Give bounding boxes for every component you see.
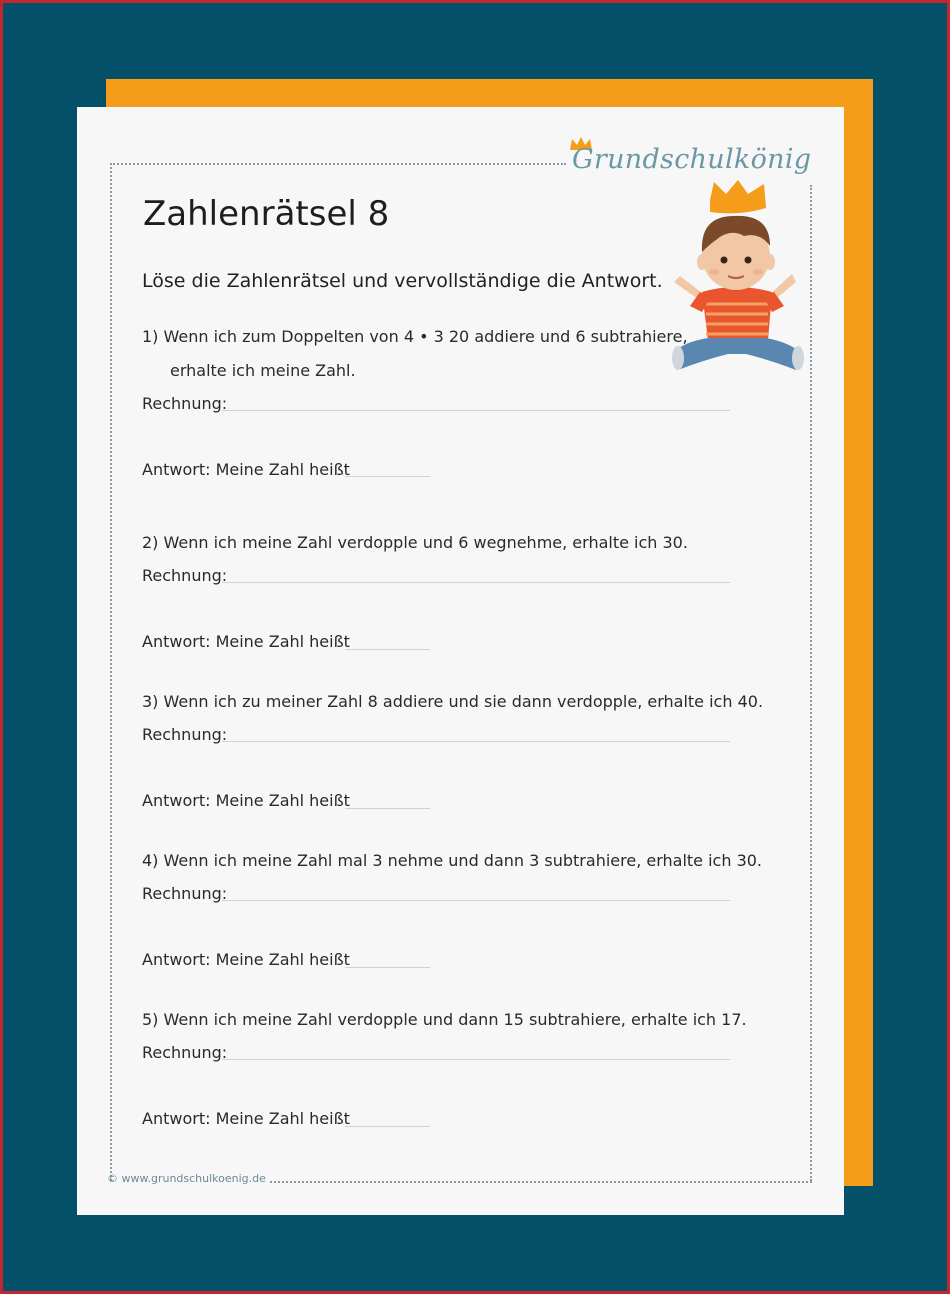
task-4-calc-label: Rechnung: [142, 884, 228, 903]
instruction-text: Löse die Zahlenrätsel und vervollständige die Antwort. [142, 270, 663, 292]
task-5-calc-label: Rechnung: [142, 1043, 228, 1062]
footer-copyright: © www.grundschulkoenig.de [107, 1172, 266, 1185]
task-4-text: 4) Wenn ich meine Zahl mal 3 nehme und dann 3 subtrahiere, erhalte ich 30. [142, 851, 763, 870]
task-1-calc-label: Rechnung: [142, 394, 228, 413]
boy-with-crown-illustration [664, 180, 814, 380]
task-3-answer-label: Antwort: Meine Zahl heißt [142, 791, 350, 810]
task-1-text-continued: erhalte ich meine Zahl. [170, 361, 356, 380]
task-5-answer-line[interactable] [345, 1126, 430, 1127]
page-title: Zahlenrätsel 8 [143, 194, 390, 234]
task-1-calc-line[interactable] [222, 410, 730, 411]
task-1-answer-label: Antwort: Meine Zahl heißt [142, 460, 350, 479]
task-4-calc-line[interactable] [222, 900, 730, 901]
task-3-calc-line[interactable] [222, 741, 730, 742]
dotted-border-left [110, 163, 112, 1181]
dotted-border-top [110, 163, 566, 165]
task-1-answer-line[interactable] [345, 476, 430, 477]
task-3-text: 3) Wenn ich zu meiner Zahl 8 addiere und sie dann verdopple, erhalte ich 40. [142, 692, 764, 711]
brand-logo: Grundschulkönig [572, 144, 812, 175]
task-2-calc-line[interactable] [222, 582, 730, 583]
task-5-answer-label: Antwort: Meine Zahl heißt [142, 1109, 350, 1128]
task-3-calc-label: Rechnung: [142, 725, 228, 744]
task-4-answer-label: Antwort: Meine Zahl heißt [142, 950, 350, 969]
task-2-calc-label: Rechnung: [142, 566, 228, 585]
task-2-answer-line[interactable] [345, 649, 430, 650]
task-2-text: 2) Wenn ich meine Zahl verdopple und 6 wegnehme, erhalte ich 30. [142, 533, 688, 552]
task-1-text: 1) Wenn ich zum Doppelten von 4 • 3 20 addiere und 6 subtrahiere, [142, 327, 688, 346]
task-4-answer-line[interactable] [345, 967, 430, 968]
task-5-calc-line[interactable] [222, 1059, 730, 1060]
task-3-answer-line[interactable] [345, 808, 430, 809]
task-5-text: 5) Wenn ich meine Zahl verdopple und dann 15 subtrahiere, erhalte ich 17. [142, 1010, 747, 1029]
task-2-answer-label: Antwort: Meine Zahl heißt [142, 632, 350, 651]
dotted-border-bottom [270, 1181, 812, 1183]
